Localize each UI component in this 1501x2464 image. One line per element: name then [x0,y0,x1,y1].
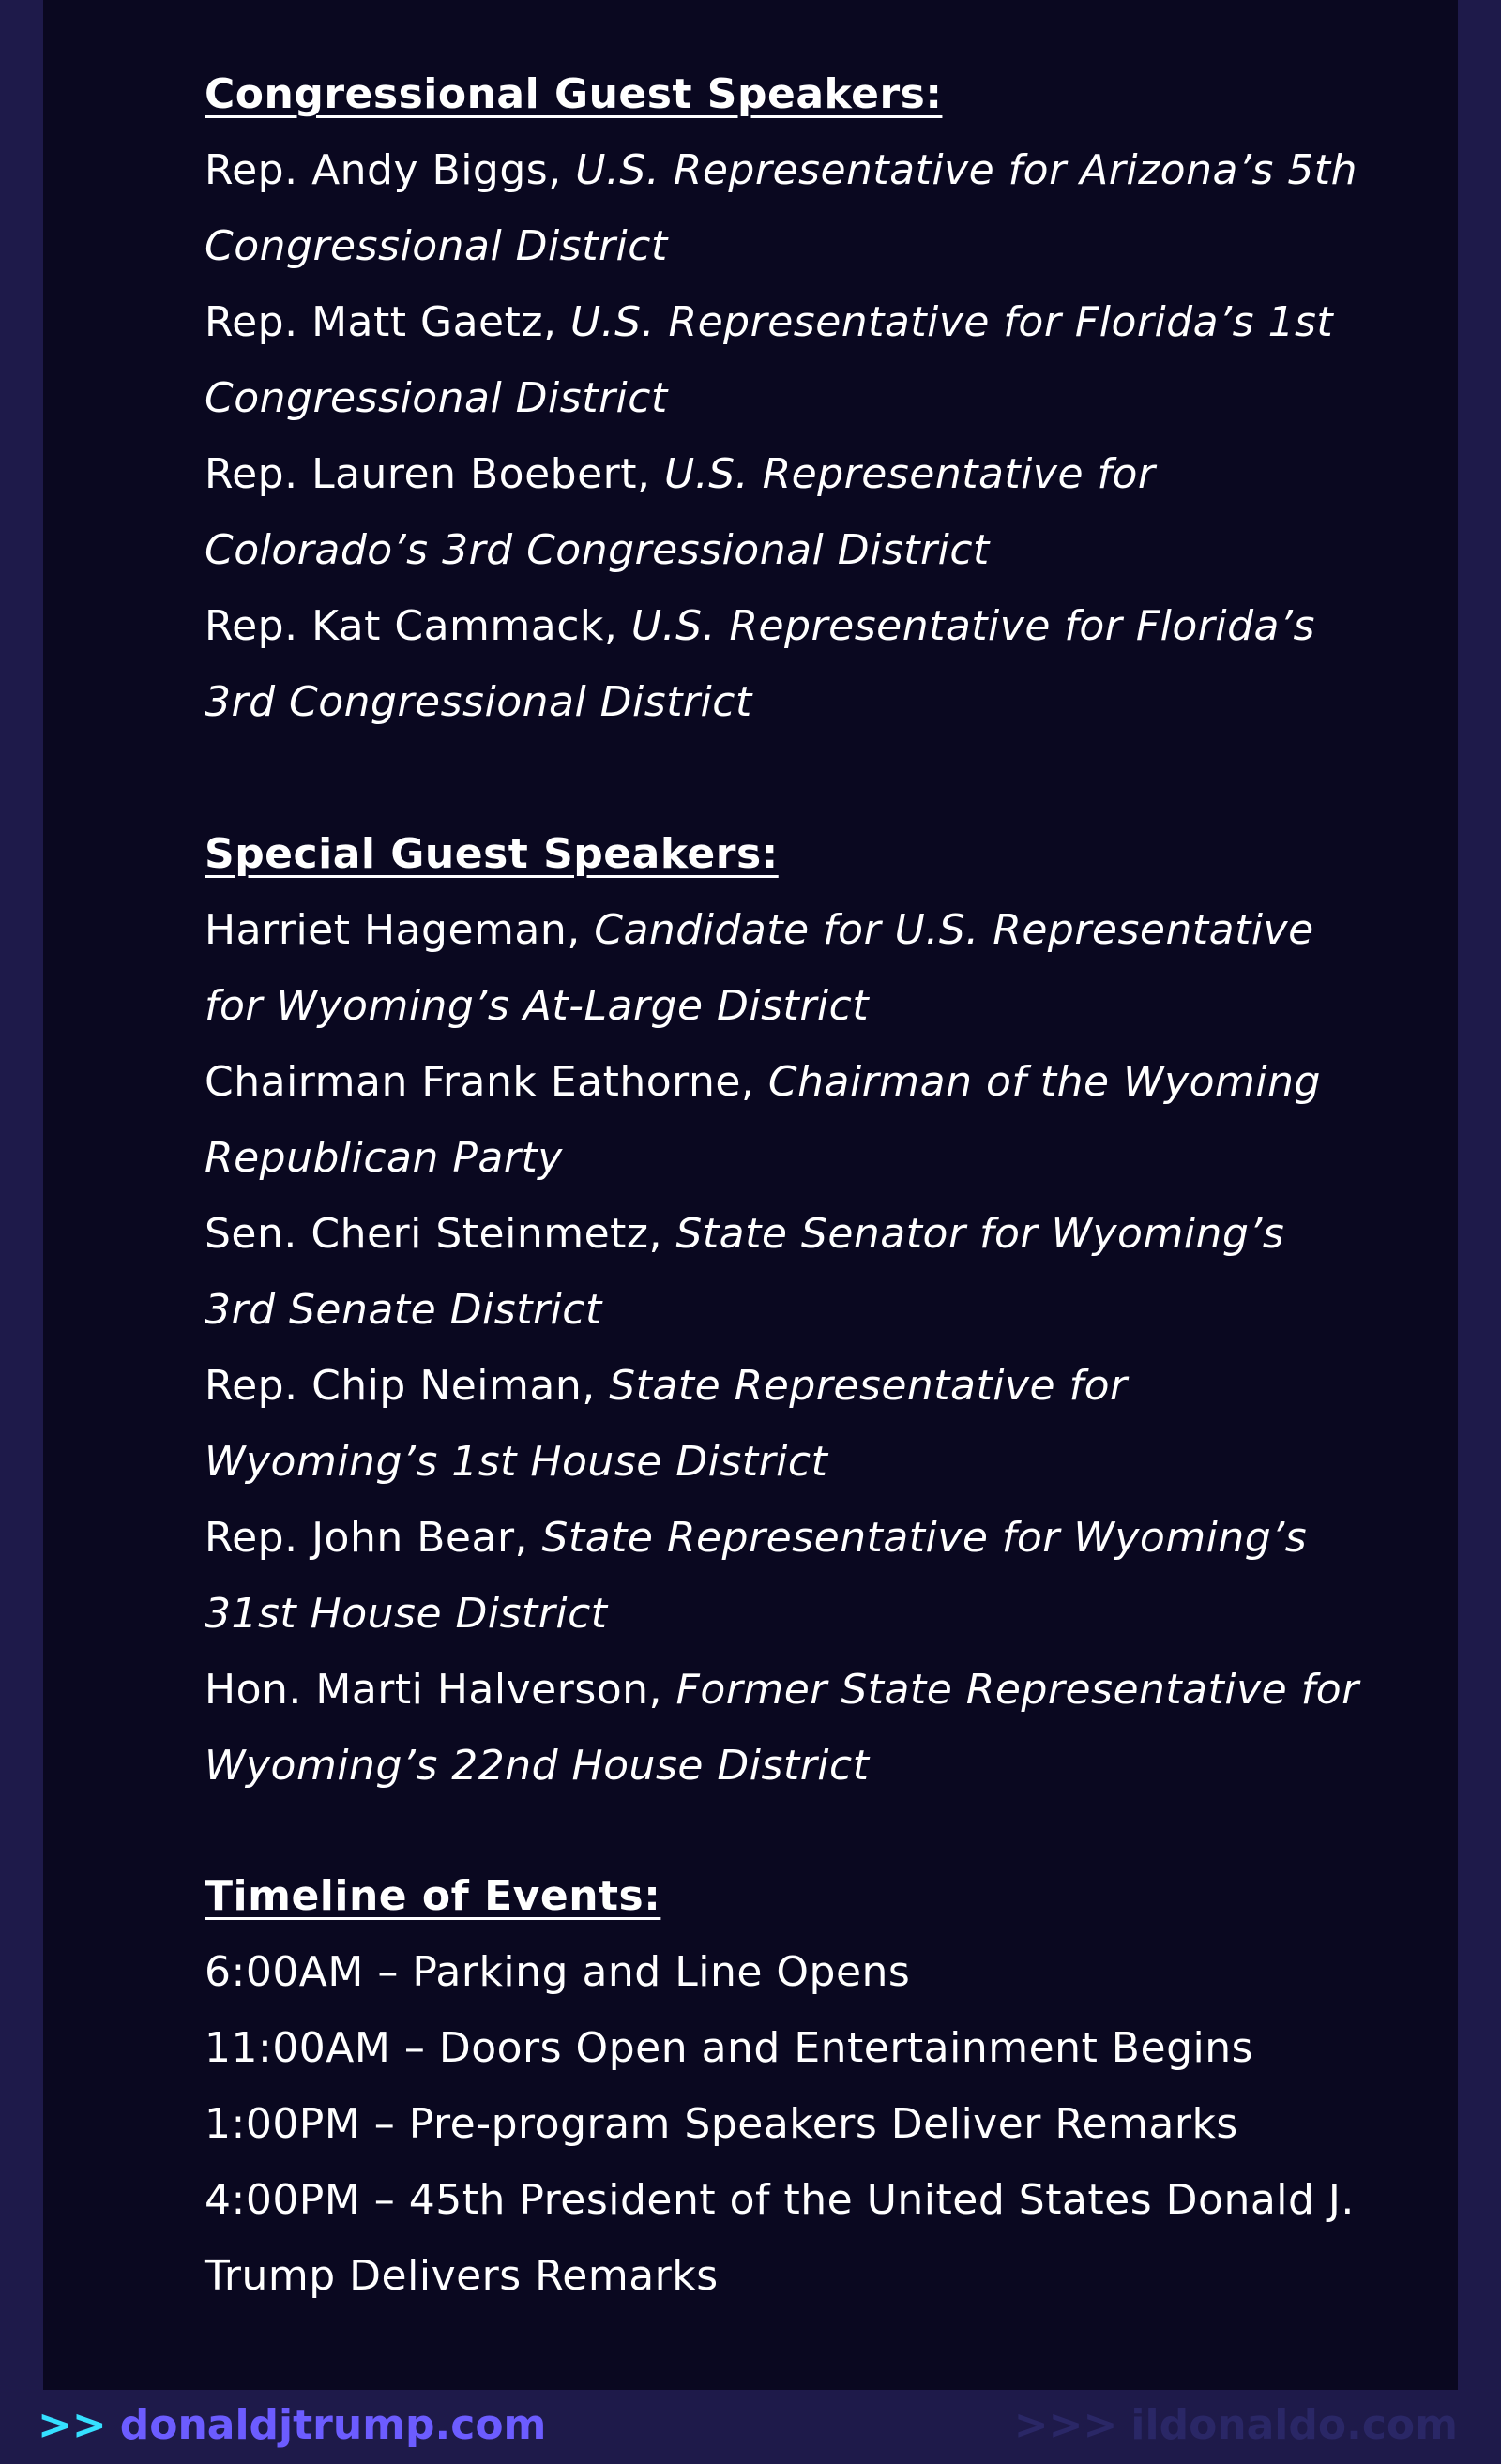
timeline-heading: Timeline of Events: [205,1872,661,1920]
special-section [205,816,1368,1804]
timeline-item: 4:00PM – 45th President of the United States Donald J. Trump Delivers Remarks [205,2176,1355,2300]
content-panel [43,0,1458,2390]
speaker-entry [205,1500,1368,1652]
speakers-content [205,56,1368,2314]
speaker-entry [205,1348,1368,1500]
speaker-role: U.S. Representative for Florida’s 3rd Congressional District [205,602,1315,726]
timeline-item: 1:00PM – Pre-program Speakers Deliver Remarks [205,2100,1238,2148]
speaker-entry [205,892,1368,1044]
speaker-name: Rep. Chip Neiman, [205,1362,610,1410]
speaker-name: Rep. Matt Gaetz, [205,298,570,346]
speaker-name: Rep. Kat Cammack, [205,602,631,650]
speaker-entry [205,1652,1368,1804]
speaker-role: U.S. Representative for Arizona’s 5th Congressional District [205,146,1357,270]
speaker-name: Hon. Marti Halverson, [205,1666,676,1714]
arrows-icon: >> [38,2401,107,2449]
speaker-entry [205,284,1368,436]
speaker-name: Sen. Cheri Steinmetz, [205,1210,676,1258]
speaker-role: State Representative for Wyoming’s 1st House District [205,1362,1128,1486]
speaker-role: State Representative for Wyoming’s 31st House District [205,1514,1308,1638]
speaker-role: State Senator for Wyoming’s 3rd Senate District [205,1210,1285,1334]
arrows-icon: >>> [1013,2401,1118,2449]
speaker-role: Candidate for U.S. Representative for Wyoming’s At-Large District [205,906,1314,1030]
congressional-heading: Congressional Guest Speakers: [205,70,943,118]
speaker-entry [205,588,1368,740]
speaker-name: Rep. Lauren Boebert, [205,450,664,498]
speaker-entry [205,436,1368,588]
speaker-name: Harriet Hageman, [205,906,595,954]
timeline-item: 6:00AM – Parking and Line Opens [205,1948,911,1996]
speaker-entry [205,1044,1368,1196]
timeline-item: 11:00AM – Doors Open and Entertainment Begins [205,2024,1254,2072]
speaker-entry [205,1196,1368,1348]
ildonaldo-text: ildonaldo.com [1130,2401,1458,2449]
speaker-role: U.S. Representative for Colorado’s 3rd Congressional District [205,450,1156,574]
ildonaldo-watermark[interactable] [1014,2399,1458,2452]
donaldjtrump-link-text: donaldjtrump.com [119,2401,547,2449]
speaker-role: U.S. Representative for Florida’s 1st Congressional District [205,298,1334,422]
speaker-role: Chairman of the Wyoming Republican Party [205,1058,1321,1182]
speaker-name: Rep. Andy Biggs, [205,146,576,194]
footer-bar [0,2390,1501,2464]
speaker-role: Former State Representative for Wyoming’s 22nd House District [205,1666,1359,1790]
speaker-entry [205,132,1368,284]
congressional-section [205,56,1368,740]
speaker-name: Chairman Frank Eathorne, [205,1058,768,1106]
donaldjtrump-link[interactable] [38,2399,546,2452]
timeline-section [205,1858,1368,2314]
speaker-name: Rep. John Bear, [205,1514,542,1562]
special-heading: Special Guest Speakers: [205,830,779,878]
